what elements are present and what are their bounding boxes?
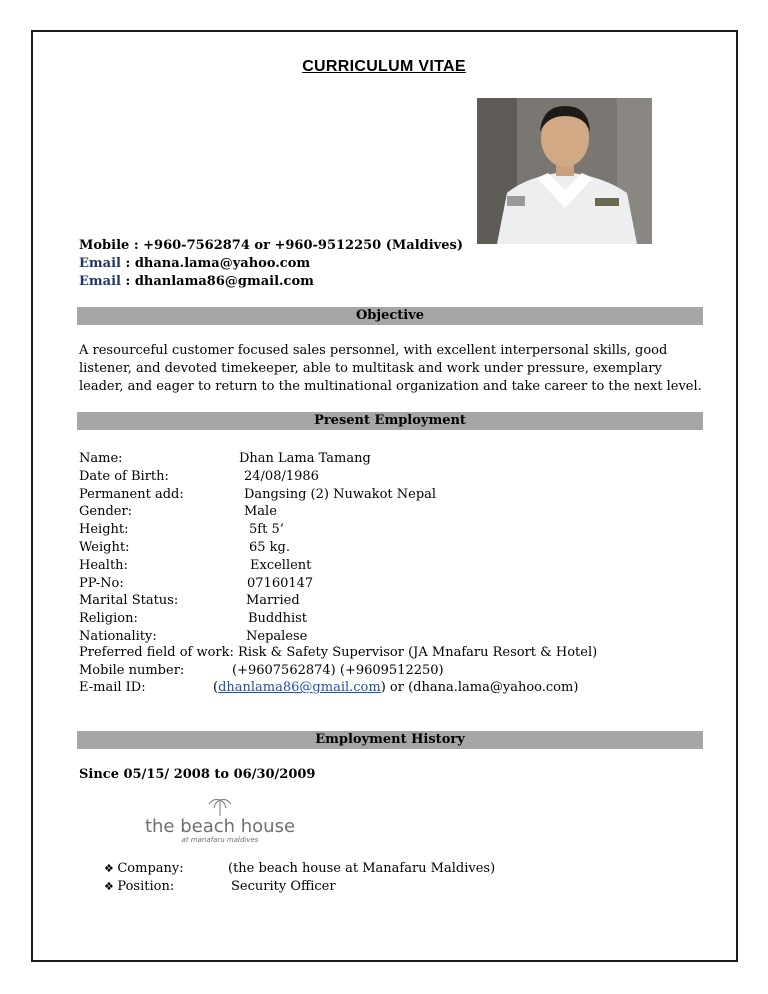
detail-row <box>79 575 314 593</box>
detail-label: Gender: <box>79 504 133 520</box>
contact-email-1 <box>79 255 310 273</box>
profile-photo <box>477 98 652 244</box>
detail-value: (dhanlama86@gmail.com) or (dhana.lama@yahoo.com) <box>213 680 579 695</box>
mobile-label: Mobile : <box>79 238 139 253</box>
email-label: Email <box>79 274 121 289</box>
detail-label: Religion: <box>79 611 138 627</box>
detail-label: Permanent add: <box>79 486 184 502</box>
bullet-label: Company: <box>117 861 184 876</box>
palm-tree-icon <box>209 800 231 817</box>
detail-row <box>79 503 277 521</box>
detail-value: Male <box>244 504 277 520</box>
detail-label: Health: <box>79 557 128 573</box>
detail-row <box>79 486 437 504</box>
section-header-present-employment: Present Employment <box>77 412 703 430</box>
svg-text:at manafaru maldives: at manafaru maldives <box>181 836 259 844</box>
detail-label: Mobile number: <box>79 663 185 678</box>
bullet-item <box>104 861 496 876</box>
preferred-field: Preferred field of work: Risk & Safety Supervisor (JA Mnafaru Resort & Hotel) <box>79 645 598 660</box>
detail-row <box>79 521 284 539</box>
bullet-item <box>104 879 336 894</box>
detail-label: Height: <box>79 522 129 538</box>
detail-value: 65 kg. <box>249 540 291 555</box>
bullet-label: Position: <box>117 879 175 894</box>
bullet-value: Security Officer <box>231 879 336 894</box>
beach-house-logo <box>138 796 308 846</box>
detail-value: Dangsing (2) Nuwakot Nepal <box>244 486 437 502</box>
gmail-link[interactable]: dhanlama86@gmail.com <box>218 680 381 695</box>
detail-label: Date of Birth: <box>79 468 169 484</box>
bullet-value: (the beach house at Manafaru Maldives) <box>228 861 496 876</box>
detail-value: Dhan Lama Tamang <box>239 451 371 466</box>
detail-label: PP-No: <box>79 575 124 591</box>
detail-label: Marital Status: <box>79 593 179 609</box>
detail-value: Nepalese <box>246 629 308 644</box>
diamond-bullet-icon: ❖ <box>104 862 118 875</box>
detail-row <box>79 539 291 557</box>
email-label: Email <box>79 256 121 271</box>
section-header-employment-history: Employment History <box>77 731 703 749</box>
detail-row <box>79 468 319 486</box>
mobile-number-row <box>79 662 444 680</box>
detail-value: 5ft 5’ <box>249 522 284 538</box>
svg-text:the beach house: the beach house <box>144 816 296 837</box>
document-title: CURRICULUM VITAE <box>302 58 466 75</box>
detail-label: E-mail ID: <box>79 680 146 695</box>
detail-row <box>79 450 371 468</box>
detail-value: 07160147 <box>247 575 314 591</box>
detail-value: Excellent <box>250 557 312 573</box>
detail-value: (+9607562874) (+9609512250) <box>232 663 444 678</box>
employment-period: Since 05/15/ 2008 to 06/30/2009 <box>79 767 316 782</box>
diamond-bullet-icon: ❖ <box>104 880 118 893</box>
email-value: : dhanlama86@gmail.com <box>125 274 314 289</box>
detail-row <box>79 557 312 575</box>
detail-value: 24/08/1986 <box>244 468 319 484</box>
contact-email-2 <box>79 273 314 291</box>
section-header-objective: Objective <box>77 307 703 325</box>
objective-text: A resourceful customer focused sales personnel, with excellent interpersonal skills, good listener, and devoted timekeeper, able to multitask and work under pressure, exemplary leader, and eager to return to the multinational organization and take career to the next level. <box>79 343 702 394</box>
detail-label: Nationality: <box>79 629 157 644</box>
detail-label: Name: <box>79 451 123 466</box>
email-id-row <box>79 679 579 697</box>
detail-row <box>79 592 300 610</box>
detail-row <box>79 610 307 628</box>
detail-label: Weight: <box>79 540 130 555</box>
mobile-value: +960-7562874 or +960-9512250 (Maldives) <box>143 238 463 253</box>
contact-mobile <box>79 237 463 255</box>
detail-value: Married <box>246 593 300 609</box>
detail-value: Buddhist <box>248 611 307 627</box>
email-value: : dhana.lama@yahoo.com <box>125 256 311 271</box>
